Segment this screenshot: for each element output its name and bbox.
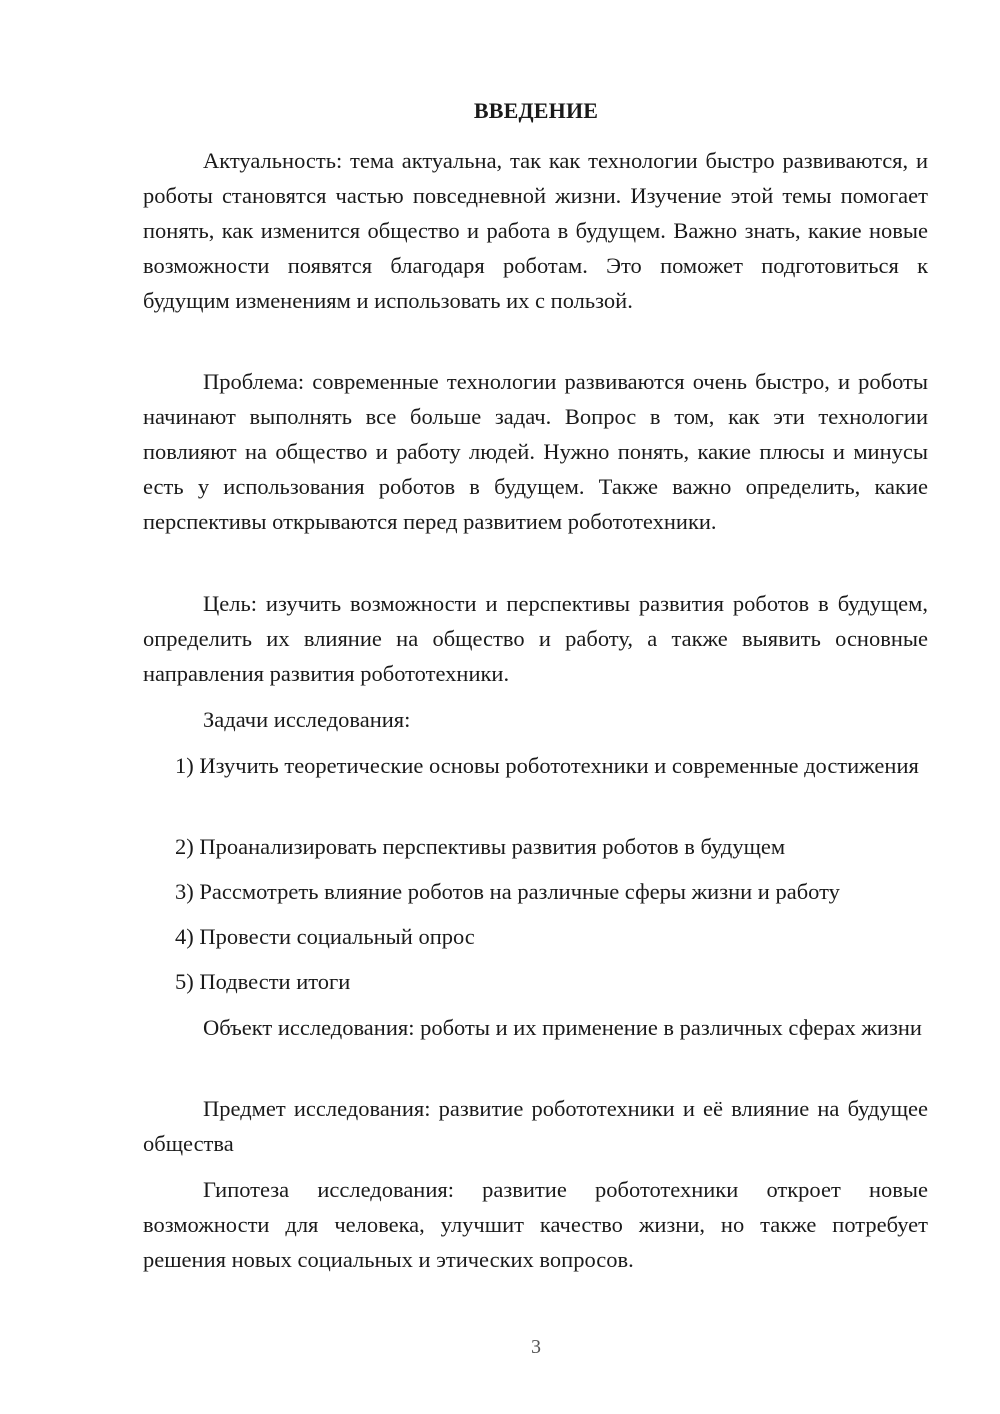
task-item: 4) Провести социальный опрос <box>175 924 475 949</box>
object-paragraph: Объект исследования: роботы и их применение в различных сферах жизни <box>203 1015 922 1040</box>
subject-paragraph: Предмет исследования: развитие робототехники и её влияние на будущее общества <box>143 1096 928 1156</box>
goal-paragraph: Цель: изучить возможности и перспективы развития роботов в будущем, определить их влияние на общество и работу, а также выявить основные направления развития робототехники. <box>143 591 928 686</box>
task-item: 1) Изучить теоретические основы робототехники и современные достижения <box>175 753 919 778</box>
task-item: 5) Подвести итоги <box>175 969 351 994</box>
problem-paragraph: Проблема: современные технологии развиваются очень быстро, и роботы начинают выполнять все больше задач. Вопрос в том, как эти технологии повлияют на общество и работу людей. Нужно понять, какие плюсы и минусы есть у использования роботов в будущем. Также важно определить, какие перспективы открываются перед развитием робототехники. <box>143 369 928 534</box>
hypothesis-paragraph: Гипотеза исследования: развитие робототехники откроет новые возможности для человека, улучшит качество жизни, но также потребует решения новых социальных и этических вопросов. <box>143 1177 928 1272</box>
section-heading: ВВЕДЕНИЕ <box>473 98 599 123</box>
task-item: 2) Проанализировать перспективы развития роботов в будущем <box>175 834 786 859</box>
page-number: 3 <box>531 1336 541 1358</box>
tasks-title: Задачи исследования: <box>203 707 411 732</box>
relevance-paragraph: Актуальность: тема актуальна, так как технологии быстро развиваются, и роботы становятся частью повседневной жизни. Изучение этой темы помогает понять, как изменится общество и работа в будущем. Важно знать, какие новые возможности появятся благодаря роботам. Это поможет подготовиться к будущим изменениям и использовать их с пользой. <box>143 148 928 313</box>
task-item: 3) Рассмотреть влияние роботов на различные сферы жизни и работу <box>175 879 840 904</box>
